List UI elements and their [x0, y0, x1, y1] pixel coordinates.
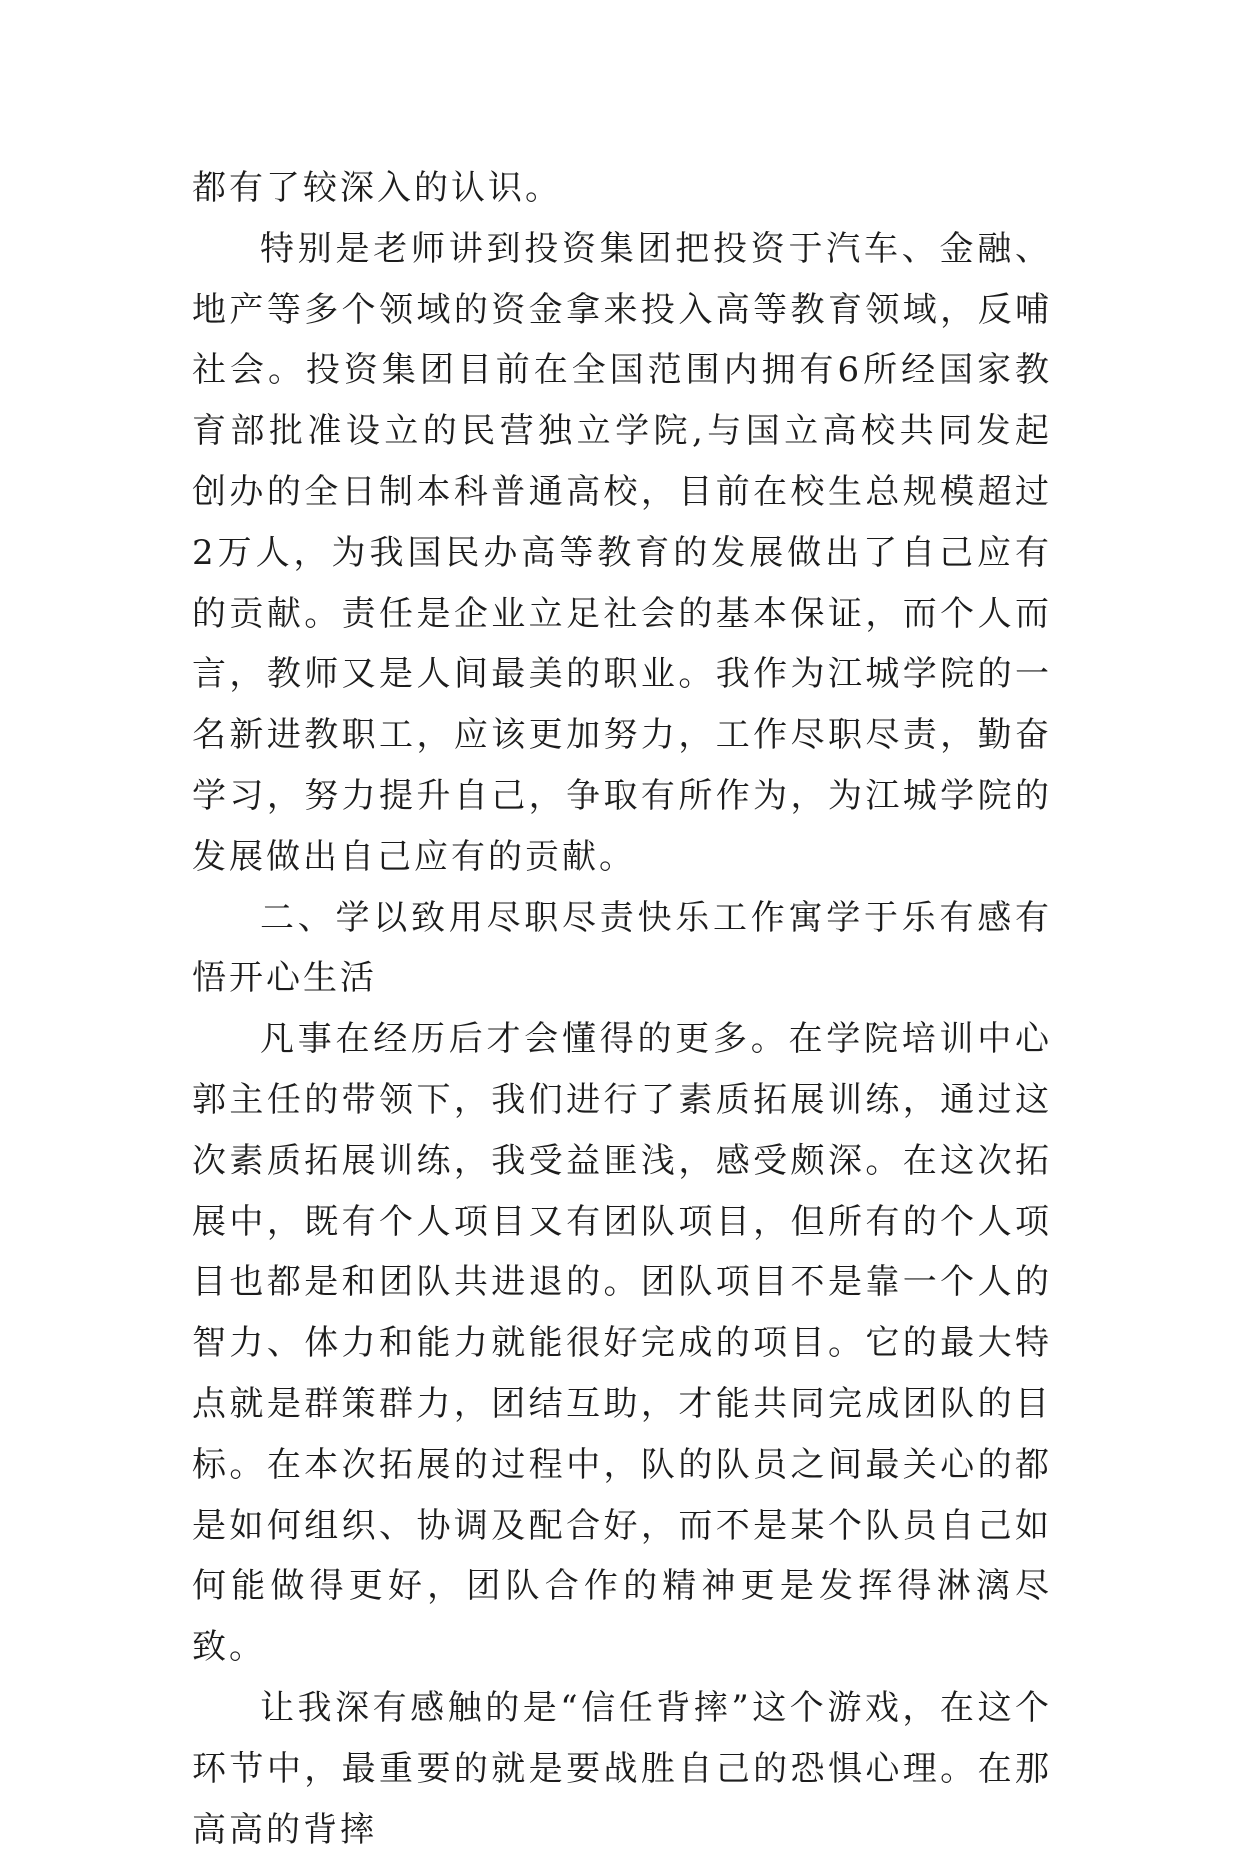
paragraph-team-training: 凡事在经历后才会懂得的更多。在学院培训中心郭主任的带领下，我们进行了素质拓展训练，通过这次素质拓展训练，我受益匪浅，感受颇深。在这次拓展中，既有个人项目又有团队项目，但所有的个人项目也都是和团队共进退的。团队项目不是靠一个人的智力、体力和能力就能很好完成的项目。它的最大特点就是群策群力，团结互助，才能共同完成团队的目标。在本次拓展的过程中，队的队员之间最关心的都是如何组织、协调及配合好，而不是某个队员自己如何能做得更好，团队合作的精神更是发挥得淋漓尽致。 [192, 1019, 1052, 1668]
section-heading-2: 二、学以致用尽职尽责快乐工作寓学于乐有感有悟开心生活 [192, 897, 1052, 999]
document-body [192, 158, 1052, 1860]
paragraph-continuation: 都有了较深入的认识。 [192, 168, 562, 208]
paragraph-trust-fall: 让我深有感触的是“信任背摔”这个游戏，在这个环节中，最重要的就是要战胜自己的恐惧心理。在那高高的背摔 [192, 1687, 1052, 1850]
paragraph-investment-group: 特别是老师讲到投资集团把投资于汽车、金融、地产等多个领域的资金拿来投入高等教育领域，反哺社会。投资集团目前在全国范围内拥有6所经国家教育部批准设立的民营独立学院,与国立高校共同发起创办的全日制本科普通高校，目前在校生总规模超过2万人，为我国民办高等教育的发展做出了自己应有的贡献。责任是企业立足社会的基本保证，而个人而言，教师又是人间最美的职业。我作为江城学院的一名新进教职工，应该更加努力，工作尽职尽责，勤奋学习，努力提升自己，争取有所作为，为江城学院的发展做出自己应有的贡献。 [192, 228, 1052, 877]
